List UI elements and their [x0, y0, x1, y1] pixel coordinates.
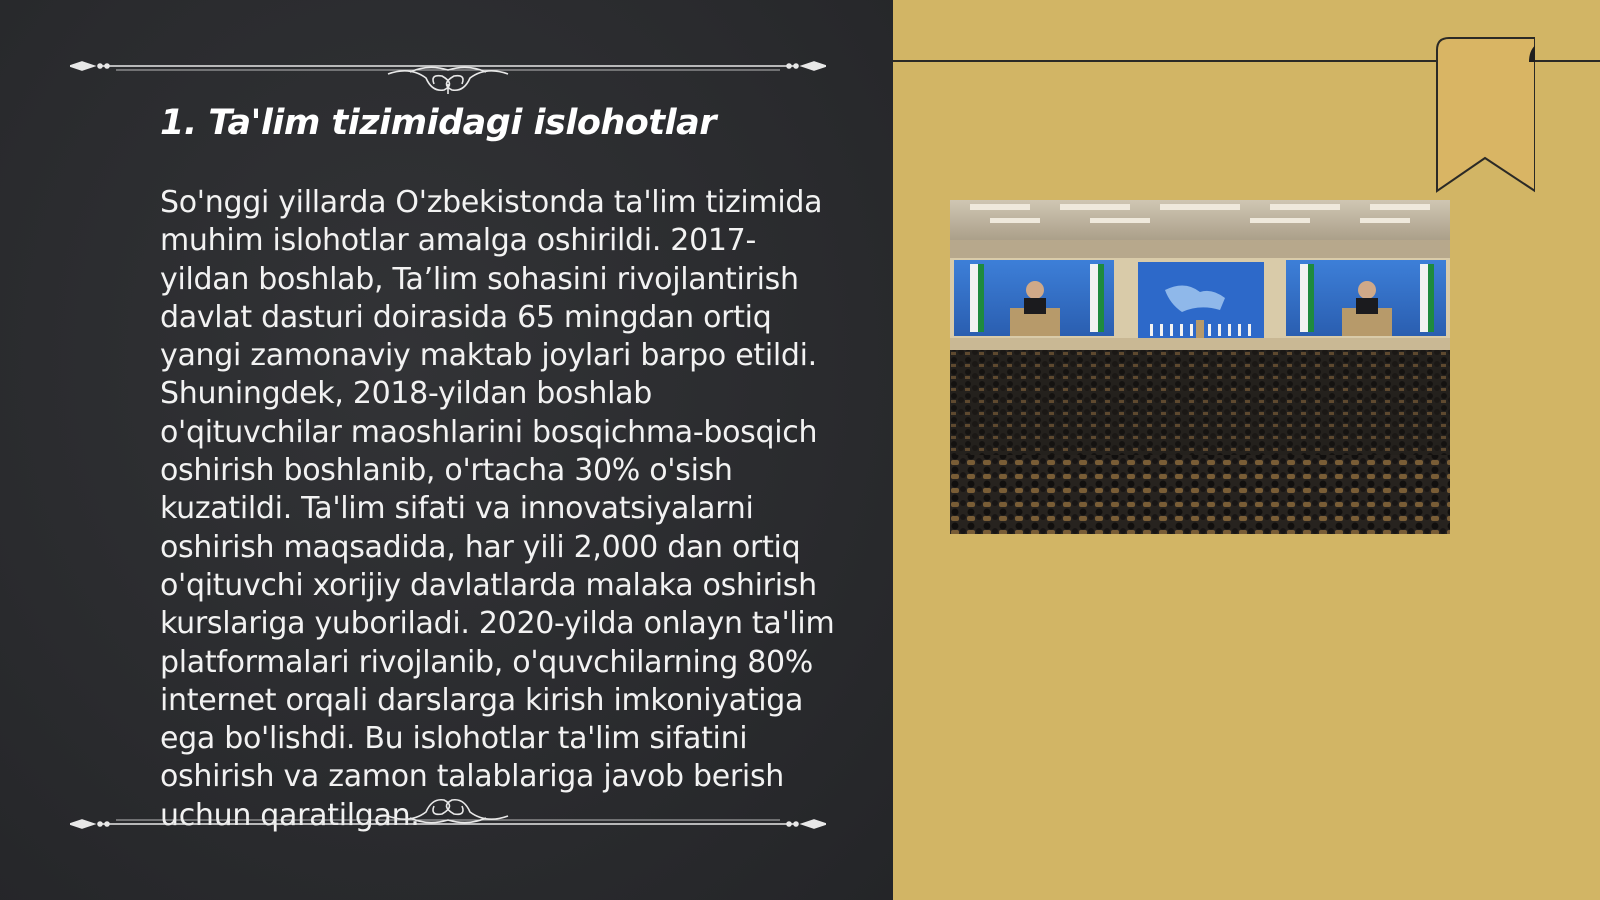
slide-title: 1. Ta'lim tizimidagi islohotlar — [160, 103, 716, 143]
bottom-ornament-divider-icon — [70, 784, 826, 834]
assembly-hall-photo — [950, 200, 1450, 534]
slide-body-text: So'nggi yillarda O'zbekistonda ta'lim tizimida muhim islohotlar amalga oshirildi. 2017-yildan boshlab, Ta’lim sohasini rivojlantirish davlat dasturi doirasida 65 mingdan ortiq yangi zamonaviy maktab joylari barpo etildi. Shuningdek, 2018-yildan boshlab o'qituvchilar maoshlarini bosqichma-bosqich oshirish boshlanib, o'rtacha 30% o'sish kuzatildi. Ta'lim sifati va innovatsiyalarni oshirish maqsadida, har yili 2,000 dan ortiq o'qituvchi xorijiy davlatlarda malaka oshirish kurslariga yuboriladi. 2020-yilda onlayn ta'lim platformalari rivojlanib, o'quvchilarning 80% internet orqali darslarga kirish imkoniyatiga ega bo'lishdi. Bu islohotlar ta'lim sifatini oshirish va zamon talablariga javob berish uchun qaratilgan. — [160, 185, 835, 833]
bookmark-ribbon-icon — [1435, 36, 1535, 196]
top-ornament-divider-icon — [70, 44, 826, 94]
